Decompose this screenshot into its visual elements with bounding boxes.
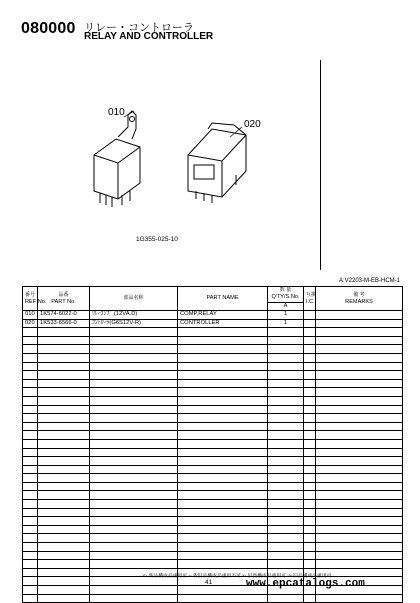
table-row-empty — [23, 414, 403, 423]
cell-part-no: 1K533-6566-0 — [38, 319, 90, 328]
table-cell-empty — [23, 448, 38, 457]
table-cell-empty — [316, 371, 403, 380]
table-cell-empty — [304, 543, 316, 552]
table-cell-empty — [38, 345, 90, 354]
table-cell-empty — [23, 491, 38, 500]
table-cell-empty — [304, 525, 316, 534]
page-number: 41 — [205, 579, 213, 586]
table-cell-empty — [38, 482, 90, 491]
table-cell-empty — [178, 465, 268, 474]
table-cell-empty — [268, 482, 304, 491]
section-code: 080000 — [21, 20, 76, 37]
table-cell-empty — [268, 491, 304, 500]
table-row-empty — [23, 405, 403, 414]
table-cell-empty — [304, 457, 316, 466]
table-cell-empty — [268, 448, 304, 457]
table-cell-empty — [268, 414, 304, 423]
table-cell-empty — [178, 414, 268, 423]
table-cell-empty — [304, 551, 316, 560]
table-cell-empty — [304, 328, 316, 337]
table-cell-empty — [316, 448, 403, 457]
cell-ic — [304, 319, 316, 328]
table-cell-empty — [90, 388, 178, 397]
section-title-en: RELAY AND CONTROLLER — [84, 31, 214, 42]
table-cell-empty — [304, 517, 316, 526]
table-cell-empty — [90, 465, 178, 474]
table-cell-empty — [23, 422, 38, 431]
table-cell-empty — [38, 517, 90, 526]
compatibility-legend: <- 新品構成品重用可 ‹- 新旧品構成品重用不可 x- 旧新構成品重用可 -> 旧品構成品重用可 — [143, 574, 332, 579]
table-cell-empty — [304, 491, 316, 500]
table-cell-empty — [304, 500, 316, 509]
table-cell-empty — [316, 525, 403, 534]
table-cell-empty — [178, 491, 268, 500]
table-cell-empty — [304, 371, 316, 380]
table-row-empty — [23, 500, 403, 509]
table-cell-empty — [23, 396, 38, 405]
table-cell-empty — [268, 328, 304, 337]
table-row-empty — [23, 517, 403, 526]
table-cell-empty — [38, 439, 90, 448]
table-cell-empty — [316, 517, 403, 526]
header-part-name: PART NAME — [178, 287, 268, 311]
table-cell-empty — [178, 594, 268, 603]
table-cell-empty — [38, 448, 90, 457]
table-cell-empty — [316, 465, 403, 474]
table-cell-empty — [38, 328, 90, 337]
table-cell-empty — [23, 345, 38, 354]
table-cell-empty — [90, 336, 178, 345]
table-cell-empty — [90, 517, 178, 526]
table-cell-empty — [304, 422, 316, 431]
table-cell-empty — [178, 525, 268, 534]
table-cell-empty — [316, 543, 403, 552]
table-cell-empty — [304, 336, 316, 345]
table-cell-empty — [316, 379, 403, 388]
relay-drawing — [94, 111, 140, 207]
table-cell-empty — [23, 371, 38, 380]
table-cell-empty — [23, 388, 38, 397]
table-cell-empty — [316, 396, 403, 405]
table-cell-empty — [268, 388, 304, 397]
divider-line — [320, 60, 321, 270]
table-row-empty — [23, 396, 403, 405]
table-row-empty — [23, 448, 403, 457]
table-cell-empty — [304, 474, 316, 483]
table-cell-empty — [23, 353, 38, 362]
table-row-empty — [23, 508, 403, 517]
table-cell-empty — [38, 543, 90, 552]
table-cell-empty — [316, 336, 403, 345]
table-cell-empty — [90, 525, 178, 534]
table-row-empty — [23, 594, 403, 603]
table-row-empty — [23, 336, 403, 345]
table-cell-empty — [178, 543, 268, 552]
table-cell-empty — [268, 508, 304, 517]
cell-remarks — [316, 319, 403, 328]
table-cell-empty — [38, 414, 90, 423]
table-cell-empty — [38, 431, 90, 440]
table-cell-empty — [178, 517, 268, 526]
table-cell-empty — [268, 465, 304, 474]
table-cell-empty — [304, 508, 316, 517]
table-cell-empty — [38, 568, 90, 577]
table-cell-empty — [178, 328, 268, 337]
table-cell-empty — [178, 422, 268, 431]
table-cell-empty — [268, 396, 304, 405]
header-part-no: 品番 PART No. — [38, 287, 90, 311]
table-cell-empty — [316, 551, 403, 560]
table-cell-empty — [178, 396, 268, 405]
table-cell-empty — [38, 586, 90, 595]
table-cell-empty — [23, 534, 38, 543]
table-row-empty — [23, 353, 403, 362]
table-cell-empty — [268, 534, 304, 543]
table-cell-empty — [38, 422, 90, 431]
table-row-empty — [23, 328, 403, 337]
table-cell-empty — [316, 439, 403, 448]
cell-qty: 1 — [268, 311, 304, 320]
table-cell-empty — [90, 482, 178, 491]
table-row-empty — [23, 439, 403, 448]
table-cell-empty — [23, 517, 38, 526]
table-cell-empty — [90, 586, 178, 595]
table-cell-empty — [90, 551, 178, 560]
table-row-empty — [23, 362, 403, 371]
table-cell-empty — [304, 482, 316, 491]
table-cell-empty — [23, 525, 38, 534]
table-cell-empty — [304, 405, 316, 414]
table-cell-empty — [23, 465, 38, 474]
header-part-name-jp: 部品名称 — [90, 287, 178, 311]
table-cell-empty — [38, 353, 90, 362]
table-cell-empty — [268, 560, 304, 569]
table-cell-empty — [38, 474, 90, 483]
table-cell-empty — [38, 388, 90, 397]
header-remarks: 備 考 REMARKS — [316, 287, 403, 311]
table-cell-empty — [268, 551, 304, 560]
table-cell-empty — [23, 457, 38, 466]
table-cell-empty — [23, 586, 38, 595]
table-cell-empty — [90, 457, 178, 466]
controller-drawing — [188, 123, 246, 203]
table-cell-empty — [23, 543, 38, 552]
table-cell-empty — [178, 388, 268, 397]
table-cell-empty — [178, 474, 268, 483]
table-cell-empty — [38, 396, 90, 405]
table-cell-empty — [38, 371, 90, 380]
table-row-empty — [23, 431, 403, 440]
table-cell-empty — [90, 345, 178, 354]
table-cell-empty — [90, 500, 178, 509]
table-row-empty — [23, 388, 403, 397]
table-cell-empty — [90, 362, 178, 371]
table-cell-empty — [90, 543, 178, 552]
table-cell-empty — [268, 353, 304, 362]
table-cell-empty — [316, 500, 403, 509]
table-cell-empty — [90, 594, 178, 603]
cell-ref: 010 — [23, 311, 38, 320]
cell-ref: 020 — [23, 319, 38, 328]
table-cell-empty — [178, 457, 268, 466]
table-cell-empty — [23, 414, 38, 423]
table-cell-empty — [268, 517, 304, 526]
label-010: 010 — [108, 107, 125, 118]
cell-name: CONTROLLER — [178, 319, 268, 328]
table-cell-empty — [268, 543, 304, 552]
table-cell-empty — [38, 457, 90, 466]
table-cell-empty — [23, 508, 38, 517]
table-cell-empty — [178, 431, 268, 440]
table-cell-empty — [90, 560, 178, 569]
table-cell-empty — [38, 491, 90, 500]
table-cell-empty — [90, 534, 178, 543]
watermark: www.epcatalogs.com — [246, 578, 365, 590]
table-cell-empty — [268, 431, 304, 440]
table-cell-empty — [316, 594, 403, 603]
table-cell-empty — [23, 560, 38, 569]
table-cell-empty — [268, 500, 304, 509]
cell-name: COMP,RELAY — [178, 311, 268, 320]
table-cell-empty — [316, 422, 403, 431]
table-row — [23, 319, 403, 328]
table-cell-empty — [90, 379, 178, 388]
table-cell-empty — [316, 560, 403, 569]
table-cell-empty — [23, 336, 38, 345]
table-cell-empty — [268, 379, 304, 388]
table-cell-empty — [23, 482, 38, 491]
table-cell-empty — [178, 371, 268, 380]
table-cell-empty — [178, 551, 268, 560]
table-cell-empty — [178, 448, 268, 457]
table-cell-empty — [304, 362, 316, 371]
table-row-empty — [23, 543, 403, 552]
table-row-empty — [23, 551, 403, 560]
table-cell-empty — [304, 431, 316, 440]
table-cell-empty — [38, 551, 90, 560]
table-cell-empty — [90, 474, 178, 483]
table-cell-empty — [304, 448, 316, 457]
table-cell-empty — [304, 345, 316, 354]
table-cell-empty — [316, 414, 403, 423]
table-cell-empty — [178, 482, 268, 491]
table-cell-empty — [23, 551, 38, 560]
table-row-empty — [23, 371, 403, 380]
table-cell-empty — [178, 353, 268, 362]
table-cell-empty — [38, 465, 90, 474]
table-cell-empty — [178, 439, 268, 448]
table-cell-empty — [90, 448, 178, 457]
table-cell-empty — [304, 388, 316, 397]
table-row-empty — [23, 482, 403, 491]
table-cell-empty — [23, 405, 38, 414]
table-cell-empty — [23, 474, 38, 483]
cell-name-jp: ｺﾝﾄﾛｰﾗ(G6S12V-R) — [90, 319, 178, 328]
table-cell-empty — [268, 345, 304, 354]
table-cell-empty — [178, 362, 268, 371]
table-cell-empty — [178, 379, 268, 388]
table-cell-empty — [23, 500, 38, 509]
table-cell-empty — [178, 345, 268, 354]
table-cell-empty — [38, 525, 90, 534]
table-cell-empty — [304, 379, 316, 388]
cell-remarks — [316, 311, 403, 320]
table-cell-empty — [23, 568, 38, 577]
header-qty: 数 量 Q'TY/S.No. A — [268, 287, 304, 311]
table-cell-empty — [38, 379, 90, 388]
table-cell-empty — [90, 422, 178, 431]
table-cell-empty — [316, 353, 403, 362]
table-cell-empty — [90, 328, 178, 337]
table-cell-empty — [23, 328, 38, 337]
table-row-empty — [23, 422, 403, 431]
table-cell-empty — [304, 353, 316, 362]
parts-table — [22, 286, 403, 603]
table-cell-empty — [178, 500, 268, 509]
catalog-reference: A:V2203-M-EB-HCM-1 — [338, 278, 400, 284]
table-cell-empty — [178, 534, 268, 543]
table-cell-empty — [268, 457, 304, 466]
table-cell-empty — [38, 594, 90, 603]
table-cell-empty — [268, 525, 304, 534]
table-cell-empty — [268, 362, 304, 371]
table-cell-empty — [268, 422, 304, 431]
figure-number: 1G355-025-10 — [136, 236, 178, 243]
table-cell-empty — [316, 405, 403, 414]
table-cell-empty — [304, 439, 316, 448]
table-cell-empty — [304, 560, 316, 569]
table-cell-empty — [90, 405, 178, 414]
table-cell-empty — [316, 534, 403, 543]
header-ic: 互換 I.C. — [304, 287, 316, 311]
table-cell-empty — [268, 594, 304, 603]
table-cell-empty — [90, 414, 178, 423]
table-cell-empty — [316, 388, 403, 397]
cell-name-jp: ﾘﾚｰｺﾝﾌﾟ (12VA.D) — [90, 311, 178, 320]
table-cell-empty — [304, 594, 316, 603]
table-cell-empty — [38, 577, 90, 586]
table-cell-empty — [23, 577, 38, 586]
table-cell-empty — [90, 371, 178, 380]
table-cell-empty — [304, 465, 316, 474]
table-row-empty — [23, 491, 403, 500]
table-cell-empty — [316, 362, 403, 371]
table-cell-empty — [268, 371, 304, 380]
table-cell-empty — [268, 439, 304, 448]
table-cell-empty — [304, 396, 316, 405]
cell-part-no: 1K574-6022-0 — [38, 311, 90, 320]
table-cell-empty — [38, 508, 90, 517]
table-row-empty — [23, 379, 403, 388]
table-cell-empty — [90, 396, 178, 405]
table-cell-empty — [23, 362, 38, 371]
table-cell-empty — [90, 491, 178, 500]
table-cell-empty — [304, 414, 316, 423]
table-cell-empty — [178, 336, 268, 345]
table-cell-empty — [178, 560, 268, 569]
table-cell-empty — [23, 594, 38, 603]
parts-illustration — [80, 95, 280, 235]
table-cell-empty — [316, 482, 403, 491]
table-row-empty — [23, 525, 403, 534]
table-cell-empty — [23, 439, 38, 448]
table-cell-empty — [90, 353, 178, 362]
section-title-jp: リレー・コントローラ — [84, 22, 194, 34]
table-cell-empty — [23, 379, 38, 388]
table-row — [23, 311, 403, 320]
table-header-row — [23, 287, 403, 311]
table-row-empty — [23, 474, 403, 483]
table-cell-empty — [268, 474, 304, 483]
table-cell-empty — [316, 508, 403, 517]
table-cell-empty — [316, 328, 403, 337]
table-cell-empty — [316, 457, 403, 466]
table-row-empty — [23, 465, 403, 474]
table-cell-empty — [178, 508, 268, 517]
table-row-empty — [23, 560, 403, 569]
table-cell-empty — [304, 534, 316, 543]
label-020: 020 — [244, 119, 261, 130]
table-cell-empty — [23, 431, 38, 440]
table-cell-empty — [316, 474, 403, 483]
table-cell-empty — [316, 491, 403, 500]
table-cell-empty — [268, 405, 304, 414]
table-cell-empty — [38, 405, 90, 414]
table-cell-empty — [90, 431, 178, 440]
cell-qty: 1 — [268, 319, 304, 328]
header-ref: 番号 REF No. — [23, 287, 38, 311]
table-cell-empty — [38, 336, 90, 345]
table-cell-empty — [316, 345, 403, 354]
table-row-empty — [23, 457, 403, 466]
table-cell-empty — [38, 362, 90, 371]
cell-ic — [304, 311, 316, 320]
table-cell-empty — [38, 500, 90, 509]
table-row-empty — [23, 345, 403, 354]
table-row-empty — [23, 534, 403, 543]
table-cell-empty — [268, 336, 304, 345]
table-cell-empty — [90, 508, 178, 517]
table-cell-empty — [316, 431, 403, 440]
table-cell-empty — [178, 405, 268, 414]
table-cell-empty — [38, 534, 90, 543]
table-cell-empty — [38, 560, 90, 569]
table-cell-empty — [90, 439, 178, 448]
